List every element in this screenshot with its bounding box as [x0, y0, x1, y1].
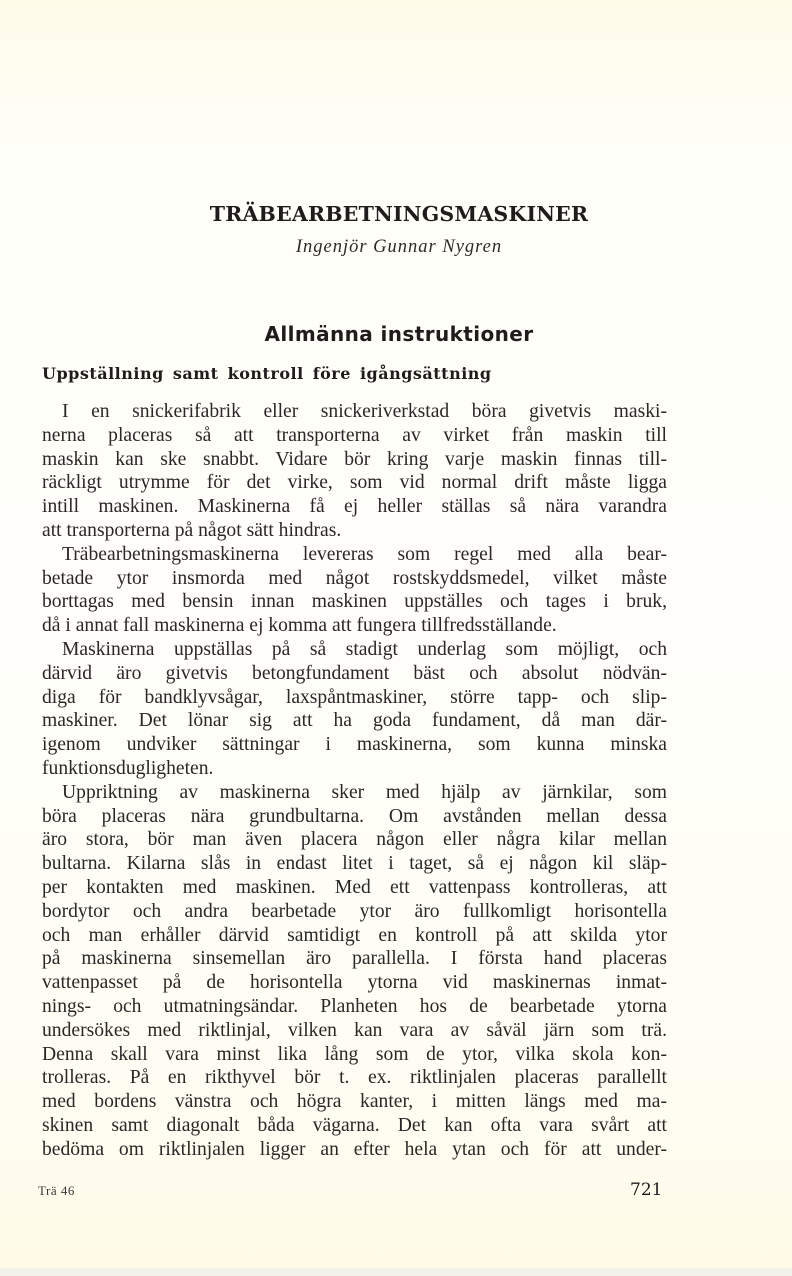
text-line: då i annat fall maskinerna ej komma att fungera tillfredsställande.	[42, 615, 557, 637]
text-line: per kontakten med maskinen. Med ett vattenpass kontrolleras, att	[42, 876, 667, 898]
text-line: nerna placeras så att transporterna av virket från maskin till	[42, 424, 667, 446]
text-line: böra placeras nära grundbultarna. Om avstånden mellan dessa	[42, 805, 667, 827]
text-line: på maskinerna sinsemellan äro parallella. I första hand placeras	[42, 948, 667, 970]
paragraph	[42, 781, 667, 1162]
text-line: intill maskinen. Maskinerna få ej heller ställas så nära varandra	[42, 496, 667, 518]
text-line: räckligt utrymme för det virke, som vid normal drift måste ligga	[42, 472, 667, 494]
text-line: betade ytor insmorda med något rostskyddsmedel, vilket måste	[42, 567, 667, 589]
text-line: igenom undviker sättningar i maskinerna, som kunna minska	[42, 734, 667, 756]
page-number: 721	[630, 1180, 663, 1200]
paragraph	[42, 638, 667, 781]
text-line: äro stora, bör man även placera någon eller några kilar mellan	[42, 829, 667, 851]
paragraph	[42, 400, 667, 543]
text-line: Träbearbetningsmaskinerna levereras som regel med alla bear-	[62, 543, 667, 565]
text-line: med bordens vänstra och högra kanter, i mitten längs med ma-	[42, 1091, 667, 1113]
text-line: därvid äro givetvis betongfundament bäst och absolut nödvän-	[42, 662, 667, 684]
text-line: trolleras. På en rikthyvel bör t. ex. riktlinjalen placeras parallellt	[42, 1067, 667, 1089]
paragraph	[42, 543, 667, 638]
article-title: TRÄBEARBETNINGSMASKINER	[209, 202, 589, 226]
text-line: borttagas med bensin innan maskinen uppställes och tages i bruk,	[42, 591, 667, 613]
text-line: diga för bandklyvsågar, laxspåntmaskiner, större tapp- och slip-	[42, 686, 667, 708]
article-author: Ingenjör Gunnar Nygren	[295, 237, 503, 257]
text-line: Maskinerna uppställas på så stadigt underlag som möjligt, och	[62, 638, 667, 660]
text-line: maskin kan ske snabbt. Vidare bör kring varje maskin finnas till-	[42, 448, 667, 470]
text-line: bedöma om riktlinjalen ligger an efter hela ytan och för att under-	[42, 1138, 667, 1160]
text-line: vattenpasset på de horisontella ytorna vid maskinernas inmat-	[42, 972, 667, 994]
text-line: funktionsdugligheten.	[42, 757, 214, 779]
signature-mark: Trä 46	[38, 1183, 75, 1198]
text-line: att transporterna på något sätt hindras.	[42, 519, 342, 541]
body-text	[42, 400, 667, 1162]
text-line: Denna skall vara minst lika lång som de ytor, vilka skola kon-	[42, 1043, 667, 1065]
text-line: I en snickerifabrik eller snickeriverkstad böra givetvis maski-	[62, 401, 667, 422]
text-line: bordytor och andra bearbetade ytor äro fullkomligt horisontella	[42, 900, 667, 922]
text-line: och man erhåller därvid samtidigt en kontroll på att skilda ytor	[42, 924, 667, 946]
page-bottom-edge	[0, 1268, 792, 1276]
text-line: bultarna. Kilarna slås in endast litet i taget, så ej någon kil släp-	[42, 853, 667, 875]
section-heading: Allmänna instruktioner	[264, 322, 534, 346]
text-line: maskiner. Det lönar sig att ha goda fundament, då man där-	[42, 710, 667, 732]
subsection-heading: Uppställning samt kontroll före igångsättning	[42, 364, 492, 383]
text-line: Uppriktning av maskinerna sker med hjälp av järnkilar, som	[62, 781, 667, 803]
text-line: nings- och utmatningsändar. Planheten hos de bearbetade ytorna	[42, 995, 667, 1017]
text-line: skinen samt diagonalt båda vägarna. Det kan ofta vara svårt att	[42, 1114, 667, 1136]
text-line: undersökes med riktlinjal, vilken kan vara av såväl järn som trä.	[42, 1019, 667, 1041]
